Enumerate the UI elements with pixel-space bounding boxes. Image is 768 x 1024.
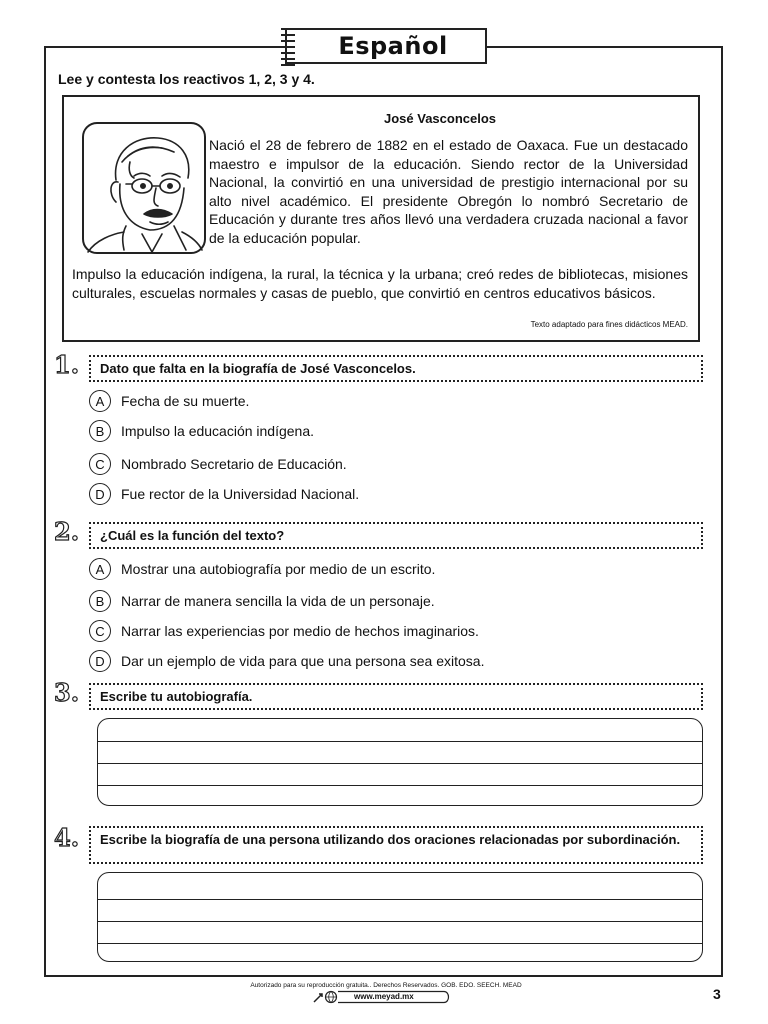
question-prompt: ¿Cuál es la función del texto?: [89, 522, 703, 549]
question-prompt: Dato que falta en la biografía de José Vasconcelos.: [89, 355, 703, 382]
footer-rights: Autorizado para su reproducción gratuita.. Derechos Reservados. GOB. EDO. SEECH. MEAD: [250, 982, 522, 989]
option-bubble[interactable]: B: [89, 420, 111, 442]
option-text: Nombrado Secretario de Educación.: [121, 456, 347, 472]
question-prompt: Escribe la biografía de una persona utilizando dos oraciones relacionadas por subordinación.: [89, 826, 703, 864]
option-text: Fecha de su muerte.: [121, 393, 250, 409]
question-prompt: Escribe tu autobiografía.: [89, 683, 703, 710]
option-bubble[interactable]: A: [89, 390, 111, 412]
answer-option[interactable]: [89, 590, 435, 612]
option-bubble[interactable]: D: [89, 650, 111, 672]
writing-line: [98, 921, 702, 922]
question-number: 4.: [54, 823, 80, 852]
question-number: 1.: [54, 350, 80, 379]
page-number: 3: [713, 986, 721, 1002]
option-text: Dar un ejemplo de vida para que una persona sea exitosa.: [121, 653, 485, 669]
answer-option[interactable]: [89, 390, 249, 412]
answer-option[interactable]: [89, 453, 347, 475]
answer-option[interactable]: [89, 620, 479, 642]
question-number: 3.: [54, 678, 80, 707]
writing-line: [98, 943, 702, 944]
option-bubble[interactable]: A: [89, 558, 111, 580]
answer-option[interactable]: [89, 650, 484, 672]
option-bubble[interactable]: C: [89, 620, 111, 642]
answer-option[interactable]: [89, 558, 435, 580]
writing-line: [98, 763, 702, 764]
option-text: Narrar las experiencias por medio de hechos imaginarios.: [121, 623, 479, 639]
option-text: Fue rector de la Universidad Nacional.: [121, 486, 360, 502]
biography-title: José Vasconcelos: [384, 111, 497, 126]
option-bubble[interactable]: D: [89, 483, 111, 505]
biography-paragraph: Nació el 28 de febrero de 1882 en el estado de Oaxaca. Fue un destacado maestro e impulsor de la educación. Siendo rector de la Universidad Nacional, la convirtió en una universidad de prestigio internacional por su alto nivel académico. El presidente Obregón lo nombró Secretario de Educación y durante tres años llevó una verdadera cruzada nacional a favor de la educación popular.: [209, 137, 688, 246]
subject-title: Español: [338, 32, 448, 60]
answer-writing-area[interactable]: [97, 872, 703, 962]
notebook-spiral-icon: [279, 24, 297, 70]
option-bubble[interactable]: C: [89, 453, 111, 475]
option-text: Impulso la educación indígena.: [121, 423, 315, 439]
writing-line: [98, 899, 702, 900]
biography-paragraph: Impulso la educación indígena, la rural, la técnica y la urbana; creó redes de bibliotecas, misiones culturales, escuelas normales y casas de pueblo, que convirtió en centros educativos básicos.: [72, 266, 688, 301]
answer-option[interactable]: [89, 483, 359, 505]
portrait-illustration: [82, 122, 206, 254]
writing-line: [98, 741, 702, 742]
subject-header: [285, 28, 487, 64]
instruction-text: Lee y contesta los reactivos 1, 2, 3 y 4.: [58, 71, 315, 87]
option-bubble[interactable]: B: [89, 590, 111, 612]
source-note: Texto adaptado para fines didácticos MEAD.: [530, 320, 688, 329]
website-link[interactable]: www.meyad.mx: [354, 992, 414, 1001]
answer-writing-area[interactable]: [97, 718, 703, 806]
writing-line: [98, 785, 702, 786]
option-text: Mostrar una autobiografía por medio de un escrito.: [121, 561, 436, 577]
option-text: Narrar de manera sencilla la vida de un personaje.: [121, 593, 435, 609]
answer-option[interactable]: [89, 420, 314, 442]
question-number: 2.: [54, 517, 80, 546]
